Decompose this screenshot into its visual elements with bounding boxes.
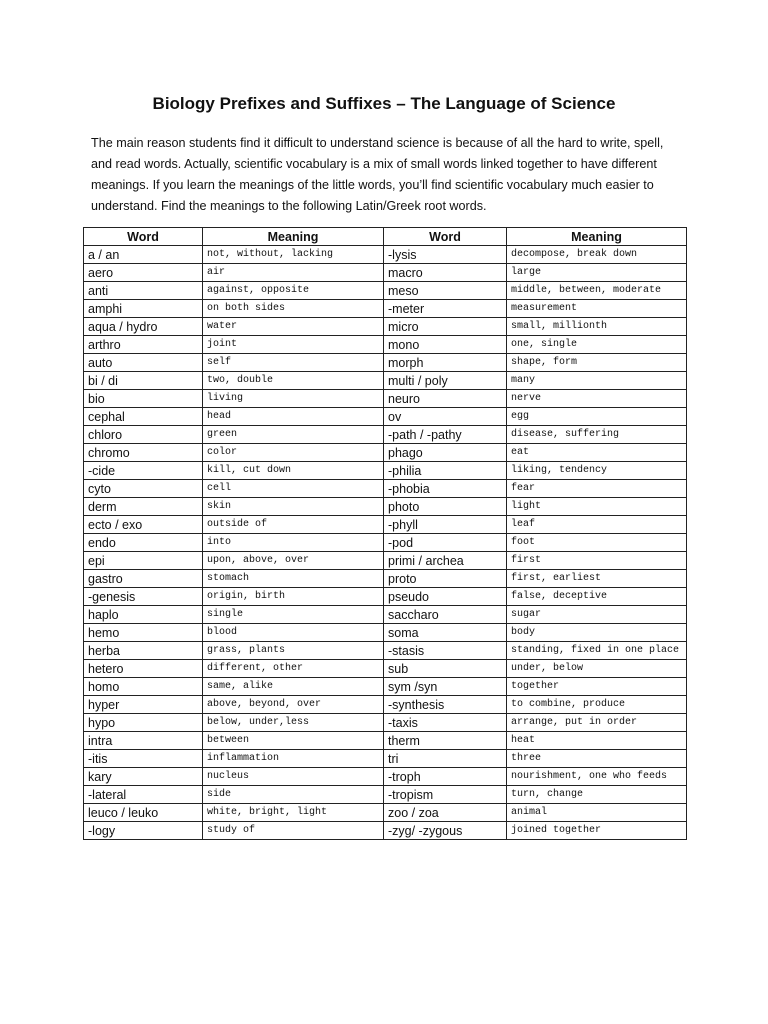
word-right-cell: primi / archea [384, 552, 507, 570]
meaning-left-cell: not, without, lacking [203, 246, 384, 264]
meaning-left-cell: single [203, 606, 384, 624]
meaning-right-cell: eat [507, 444, 687, 462]
meaning-right-cell: under, below [507, 660, 687, 678]
word-left-cell: -cide [84, 462, 203, 480]
table-row [84, 696, 687, 714]
word-right-cell: -stasis [384, 642, 507, 660]
table-row [84, 318, 687, 336]
table-row [84, 426, 687, 444]
meaning-left-cell: between [203, 732, 384, 750]
meaning-right-cell: nourishment, one who feeds [507, 768, 687, 786]
word-left-cell: ecto / exo [84, 516, 203, 534]
meaning-right-cell: fear [507, 480, 687, 498]
header-word-left: Word [84, 228, 203, 246]
meaning-left-cell: side [203, 786, 384, 804]
meaning-left-cell: outside of [203, 516, 384, 534]
meaning-left-cell: cell [203, 480, 384, 498]
table-row [84, 642, 687, 660]
table-row [84, 570, 687, 588]
word-left-cell: bio [84, 390, 203, 408]
meaning-right-cell: heat [507, 732, 687, 750]
meaning-right-cell: together [507, 678, 687, 696]
word-right-cell: -lysis [384, 246, 507, 264]
meaning-right-cell: first, earliest [507, 570, 687, 588]
table-row [84, 804, 687, 822]
word-right-cell: -synthesis [384, 696, 507, 714]
meaning-right-cell: three [507, 750, 687, 768]
table-row [84, 336, 687, 354]
word-left-cell: -lateral [84, 786, 203, 804]
table-row [84, 624, 687, 642]
meaning-left-cell: skin [203, 498, 384, 516]
table-row [84, 462, 687, 480]
meaning-right-cell: standing, fixed in one place [507, 642, 687, 660]
word-right-cell: therm [384, 732, 507, 750]
meaning-right-cell: arrange, put in order [507, 714, 687, 732]
word-left-cell: cephal [84, 408, 203, 426]
meaning-right-cell: middle, between, moderate [507, 282, 687, 300]
word-left-cell: intra [84, 732, 203, 750]
meaning-left-cell: same, alike [203, 678, 384, 696]
table-row [84, 498, 687, 516]
meaning-left-cell: color [203, 444, 384, 462]
table-row [84, 678, 687, 696]
meaning-right-cell: light [507, 498, 687, 516]
table-row [84, 480, 687, 498]
word-right-cell: -phyll [384, 516, 507, 534]
word-right-cell: meso [384, 282, 507, 300]
meaning-right-cell: animal [507, 804, 687, 822]
meaning-right-cell: false, deceptive [507, 588, 687, 606]
word-left-cell: kary [84, 768, 203, 786]
meaning-right-cell: large [507, 264, 687, 282]
word-left-cell: herba [84, 642, 203, 660]
meaning-left-cell: water [203, 318, 384, 336]
meaning-left-cell: two, double [203, 372, 384, 390]
meaning-left-cell: head [203, 408, 384, 426]
meaning-left-cell: kill, cut down [203, 462, 384, 480]
meaning-left-cell: on both sides [203, 300, 384, 318]
page-title: Biology Prefixes and Suffixes – The Language of Science [152, 94, 616, 113]
meaning-right-cell: egg [507, 408, 687, 426]
word-left-cell: gastro [84, 570, 203, 588]
word-right-cell: -philia [384, 462, 507, 480]
table-row [84, 264, 687, 282]
meaning-right-cell: to combine, produce [507, 696, 687, 714]
word-right-cell: ov [384, 408, 507, 426]
meaning-left-cell: air [203, 264, 384, 282]
word-right-cell: photo [384, 498, 507, 516]
table-header-row [84, 228, 687, 246]
word-right-cell: -taxis [384, 714, 507, 732]
word-left-cell: chromo [84, 444, 203, 462]
meaning-left-cell: against, opposite [203, 282, 384, 300]
meaning-left-cell: self [203, 354, 384, 372]
word-right-cell: phago [384, 444, 507, 462]
word-right-cell: -phobia [384, 480, 507, 498]
meaning-right-cell: nerve [507, 390, 687, 408]
word-right-cell: neuro [384, 390, 507, 408]
table-row [84, 822, 687, 840]
word-right-cell: tri [384, 750, 507, 768]
word-left-cell: aqua / hydro [84, 318, 203, 336]
meaning-right-cell: sugar [507, 606, 687, 624]
table-row [84, 516, 687, 534]
word-right-cell: multi / poly [384, 372, 507, 390]
table-row [84, 246, 687, 264]
meaning-left-cell: grass, plants [203, 642, 384, 660]
word-right-cell: sym /syn [384, 678, 507, 696]
meaning-right-cell: shape, form [507, 354, 687, 372]
word-right-cell: -troph [384, 768, 507, 786]
table-row [84, 660, 687, 678]
meaning-left-cell: blood [203, 624, 384, 642]
meaning-right-cell: measurement [507, 300, 687, 318]
header-word-right: Word [384, 228, 507, 246]
word-right-cell: pseudo [384, 588, 507, 606]
table-row [84, 786, 687, 804]
word-left-cell: derm [84, 498, 203, 516]
meaning-left-cell: different, other [203, 660, 384, 678]
word-right-cell: soma [384, 624, 507, 642]
table-row [84, 390, 687, 408]
table-row [84, 300, 687, 318]
word-left-cell: leuco / leuko [84, 804, 203, 822]
meaning-right-cell: small, millionth [507, 318, 687, 336]
word-left-cell: arthro [84, 336, 203, 354]
word-left-cell: haplo [84, 606, 203, 624]
word-left-cell: -logy [84, 822, 203, 840]
table-body [84, 246, 687, 840]
table-row [84, 282, 687, 300]
table-row [84, 732, 687, 750]
meaning-left-cell: nucleus [203, 768, 384, 786]
meaning-left-cell: above, beyond, over [203, 696, 384, 714]
table-row [84, 714, 687, 732]
meaning-right-cell: first [507, 552, 687, 570]
meaning-left-cell: study of [203, 822, 384, 840]
table-row [84, 588, 687, 606]
word-left-cell: hetero [84, 660, 203, 678]
meaning-right-cell: turn, change [507, 786, 687, 804]
meaning-right-cell: body [507, 624, 687, 642]
meaning-left-cell: living [203, 390, 384, 408]
table-row [84, 354, 687, 372]
word-left-cell: cyto [84, 480, 203, 498]
word-left-cell: a / an [84, 246, 203, 264]
vocabulary-table [83, 227, 687, 840]
table-row [84, 372, 687, 390]
word-right-cell: sub [384, 660, 507, 678]
meaning-left-cell: green [203, 426, 384, 444]
meaning-right-cell: foot [507, 534, 687, 552]
word-left-cell: -genesis [84, 588, 203, 606]
word-left-cell: endo [84, 534, 203, 552]
table-row [84, 552, 687, 570]
word-right-cell: proto [384, 570, 507, 588]
header-meaning-right: Meaning [507, 228, 687, 246]
word-left-cell: hemo [84, 624, 203, 642]
meaning-right-cell: liking, tendency [507, 462, 687, 480]
word-left-cell: -itis [84, 750, 203, 768]
table-row [84, 768, 687, 786]
word-left-cell: chloro [84, 426, 203, 444]
meaning-left-cell: joint [203, 336, 384, 354]
word-left-cell: hypo [84, 714, 203, 732]
meaning-left-cell: stomach [203, 570, 384, 588]
meaning-right-cell: decompose, break down [507, 246, 687, 264]
table-row [84, 750, 687, 768]
word-left-cell: hyper [84, 696, 203, 714]
word-left-cell: aero [84, 264, 203, 282]
word-left-cell: amphi [84, 300, 203, 318]
intro-paragraph: The main reason students find it difficult to understand science is because of all the hard to write, spell, and read words. Actually, scientific vocabulary is a mix of small words linked together to have different meanings. If you learn the meanings of the little words, you’ll find scientific vocabulary much easier to understand. Find the meanings to the following Latin/Greek root words. [91, 136, 664, 213]
word-left-cell: bi / di [84, 372, 203, 390]
word-right-cell: macro [384, 264, 507, 282]
word-right-cell: mono [384, 336, 507, 354]
word-right-cell: morph [384, 354, 507, 372]
word-left-cell: auto [84, 354, 203, 372]
meaning-left-cell: below, under,less [203, 714, 384, 732]
word-right-cell: saccharo [384, 606, 507, 624]
meaning-right-cell: many [507, 372, 687, 390]
header-meaning-left: Meaning [203, 228, 384, 246]
meaning-left-cell: inflammation [203, 750, 384, 768]
word-left-cell: epi [84, 552, 203, 570]
meaning-left-cell: upon, above, over [203, 552, 384, 570]
meaning-left-cell: origin, birth [203, 588, 384, 606]
word-right-cell: -pod [384, 534, 507, 552]
word-right-cell: -path / -pathy [384, 426, 507, 444]
table-row [84, 606, 687, 624]
table-row [84, 444, 687, 462]
meaning-right-cell: leaf [507, 516, 687, 534]
word-right-cell: -meter [384, 300, 507, 318]
meaning-right-cell: one, single [507, 336, 687, 354]
meaning-right-cell: disease, suffering [507, 426, 687, 444]
word-right-cell: micro [384, 318, 507, 336]
meaning-right-cell: joined together [507, 822, 687, 840]
word-left-cell: homo [84, 678, 203, 696]
table-row [84, 534, 687, 552]
meaning-left-cell: into [203, 534, 384, 552]
word-left-cell: anti [84, 282, 203, 300]
table-row [84, 408, 687, 426]
word-right-cell: zoo / zoa [384, 804, 507, 822]
word-right-cell: -zyg/ -zygous [384, 822, 507, 840]
word-right-cell: -tropism [384, 786, 507, 804]
meaning-left-cell: white, bright, light [203, 804, 384, 822]
